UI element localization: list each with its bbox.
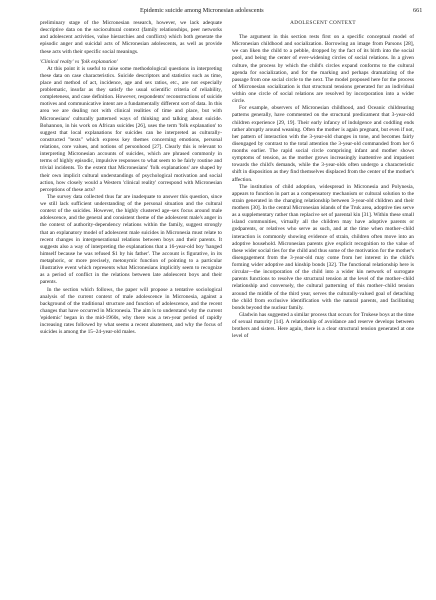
running-head (0, 6, 436, 16)
paragraph: The survey data collected thus far are inadequate to answer this question, since we still lack sufficient understanding of the personal situation and the cultural context of the suicides. However, the highly clustered age–sex focus around male adolescence, and the general and consistent theme of the adolescent male's anger in the context of authority-dependency relations within the family, suggest strongly that an explanatory model of adolescent male suicides in Micronesia must relate to recent changes in intergenerational relations between boys and their parents. It suggests also a way of interpreting the explanations that a 16-year-old boy 'hanged himself because he was refused $1 by his father'. The account is figurative, in its metaphoric, or more precisely, metonymic function of pointing to a particular illustrative event which represents what Micronesians implicitly seem to recognize as a period of conflict in the relations between late adolescent boys and their parents. (40, 193, 222, 286)
paragraph: At this point it is useful to raise some methodological questions in interpreting these data on case characteristics. Suicide descriptors and statistics such as time, place and method of act, incidence, age and sex ratios, etc., are not especially problematic, insofar as they satisfy the usual scientific criteria of reliability, completeness, and case definition. However, respondents' reconstructions of suicide motives and communicative intent are a fundamentally different sort of data. In this area we are dealing not with clinical realities of time and place, but with Micronesians' culturally patterned ways of thinking and talking about suicide. Bohannon, in his work on African suicides [26], uses the term 'folk explanation' to suggest that local explanations for suicides can be interpreted as culturally-constructed "texts" which express key themes concerning emotions, personal relations, core values, and notions of personhood [27]. Clearly this is relevant to interpreting Micronesian accounts of suicides, which are phrased commonly in terms of highly episodic, impulsive responses to what seem to be fairly routine and trivial incidents. To the extent that Micronesians' 'folk explanations' are shaped by their own implicit cultural understandings of psychological motivation and social action, how closely would a Western 'clinical reality' correspond with Micronesian perceptions of these acts? (40, 65, 222, 193)
paragraph: For example, observers of Micronesian childhood, and Oceanic childrearing patterns generally, have commented on the structural predicament that 3-year-old children experience [29, 19]. Their early infancy of indulgence and coddling ends rather abruptly around weaning. Often the mother is again pregnant, but even if not, her pattern of interaction with the 3-year-old changes in tone, and becomes fairly disengaged by contrast to the total attention the 3-year-old commanded from her 6 months earlier. The rapid social circle comprising infant and mother shows symptoms of tension, as the mother grows increasingly inattentive and impatient towards the child's demands, while the 3-year-olds often undergo a characteristic shift in disposition as they find themselves displaced from the center of the mother's affection. (232, 105, 414, 183)
paragraph: In the section which follows, the paper will propose a tentative sociological analysis of the current context of male adolescence in Micronesia, against a background of the traditional structure and function of adolescence, and the recent changes that have occurred in Micronesia. The aim is to understand why the current 'epidemic' began in the mid-1960s, why there was a ten-year period of rapidly increasing rates followed by what seems a recent abatement, and why the focus of suicides is among the 15–24-year-old males. (40, 286, 222, 336)
running-head-title: Epidemic suicide among Micronesian adolescents (140, 7, 264, 14)
paragraph-continuation: preliminary stage of the Micronesian research, however, we lack adequate descriptive data on the sociocultural context (family relationships, peer networks and adolescent activities, value hierarchies and conflicts) which both generate the episodic anger and suicidal acts of Micronesian adolescents, as well as provide these acts with their specific social meanings. (40, 20, 222, 55)
subsection-heading: 'Clinical realty' vs 'folk explanation' (40, 58, 118, 65)
left-column (40, 20, 222, 336)
section-heading: ADOLESCENT CONTEXT (290, 20, 356, 26)
page-number: 661 (413, 7, 423, 14)
paragraph: The argument in this section rests first on a specific conceptual model of Micronesian childhood and socialization. Borrowing an image from Parsons [28], we can liken the child to a pebble, dropped by the fact of its birth into the social pool, and being the center of ever-widening circles of social relations. In a given culture, the process by which the child's circles expand conforms to the cultural agenda for socialization, and for the marking and perhaps dramatizing of the passage from one social circle to the next. The model proposed here for the process of Micronesian socialization is that structural tensions generated for an individual within one circle of social relations are resolved by incorporation into a wider circle. (232, 34, 414, 105)
paragraph: The institution of child adoption, widespread in Micronesia and Polynesia, appears to function in part as a compensatory mechanism or cultural solution to the strain generated in the changing relationship between 3-year-old children and their mothers [30]. In the central Micronesian islands of the Truk area, adoptive ties serve as a supplementary rather than replacive set of parental kin [31]. Within these small island communities, virtually all the children may have adoptive parents or godparents, or relatives who serve as such, and at the time when mother–child interaction is commonly showing evidence of strain, children often move into an adoptive household. Micronesian parents give explicit recognition to the value of these wider social ties for the child and thus some of the motivation for the mother's disengagement from the 3-year-old may come from her interest in the child's forming wider adoptive and kinship bonds [32]. The functional relationship here is circular—the incorporation of the child into a wider kin network of surrogate parents functions to resolve the structural tension at the level of the mother–child relationship and conversely, the cultural patterning of this mother–child tension around the middle of the third year, serves the culturally-valued goal of detaching the child from exclusive identification with the natural parents, and facilitating bonds beyond the nuclear family. (232, 183, 414, 311)
paragraph: Gladwin has suggested a similar process that occurs for Trukese boys at the time of sexual maturity [14]. A relationship of avoidance and reserve develops between brothers and sisters. Here again, there is a clear structural tension generated at one level of (232, 311, 414, 340)
right-column (232, 20, 414, 340)
